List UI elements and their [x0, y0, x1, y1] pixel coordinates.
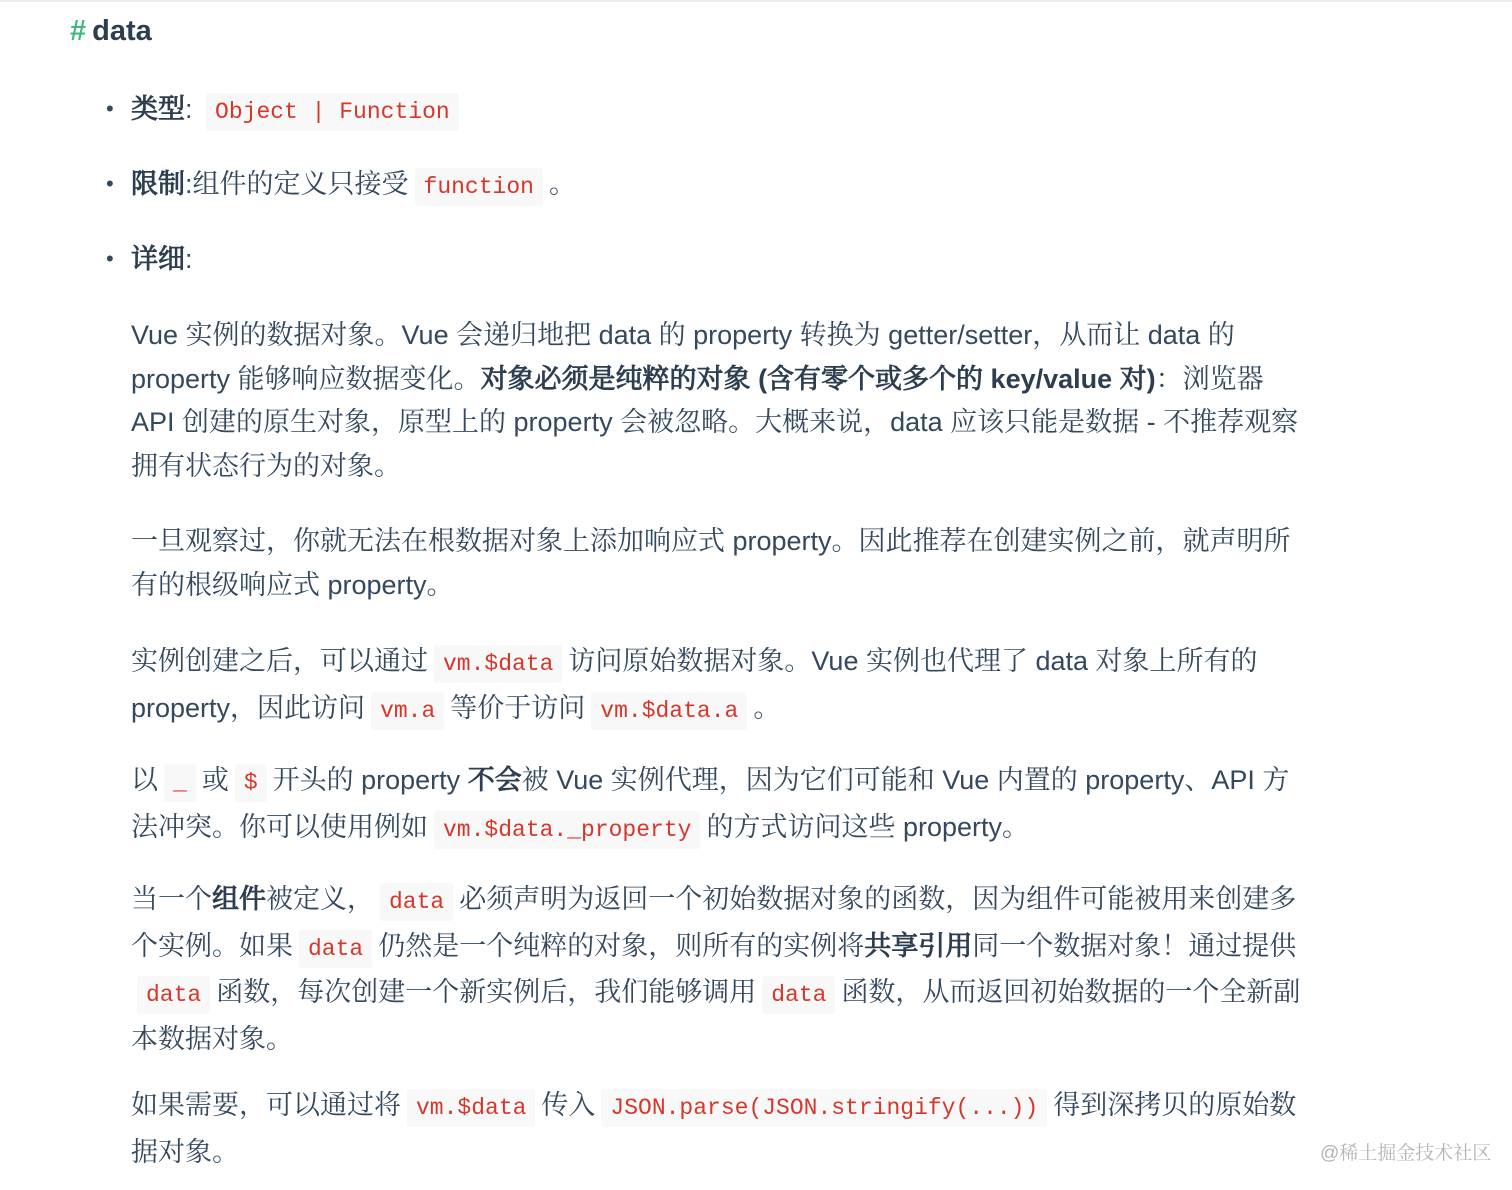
paragraph-component	[131, 878, 1301, 1061]
p5-text-1: 当一个	[131, 884, 212, 914]
p4-text-4: 被 Vue 实例代理，因为它们可能和 Vue 内置的 property、API 方法冲突。你可以使用例如	[131, 765, 1290, 842]
p1-text-1: Vue 实例的数据对象。Vue 会递归地把 data 的 property 转换为 getter/setter，从而让 data 的 property 能够响应数据变化。	[131, 320, 1235, 394]
p4-text-3: 开头的 property	[272, 765, 468, 795]
paragraph-vm-data	[131, 640, 1301, 733]
watermark: @稀土掘金技术社区	[1320, 1143, 1492, 1164]
p3-code-1: vm.$data	[434, 645, 562, 683]
p3-text-4: 。	[753, 692, 781, 723]
p5-code-3: data	[137, 976, 210, 1014]
p6-text-2: 传入	[541, 1090, 596, 1120]
p4-bold-1: 不会	[467, 765, 522, 795]
p1-text-2: ：浏览器 API 创建的原生对象，原型上的 property 会被忽略。大概来说，data 应该只能是数据 - 不推荐观察拥有状态行为的对象。	[131, 363, 1299, 481]
p5-code-2: data	[299, 930, 372, 968]
section-heading	[70, 10, 152, 52]
p5-text-4: 仍然是一个纯粹的对象，则所有的实例将	[378, 930, 865, 961]
paragraph-data-object	[131, 314, 1301, 488]
bullet-icon: •	[106, 246, 114, 271]
type-code: Object | Function	[206, 93, 459, 131]
p5-bold-2: 共享引用	[864, 930, 973, 961]
paragraph-deep-copy	[131, 1084, 1301, 1174]
bullet-icon: •	[106, 96, 114, 121]
paragraph-underscore	[131, 759, 1301, 852]
p3-text-1: 实例创建之后，可以通过	[131, 646, 428, 676]
p6-code-2: JSON.parse(JSON.stringify(...))	[601, 1089, 1047, 1127]
p5-code-4: data	[762, 976, 835, 1014]
detail-colon: :	[185, 244, 193, 274]
restriction-colon: :	[185, 169, 193, 199]
p6-text-3: 得到深拷贝的原始数据对象。	[131, 1090, 1297, 1167]
p5-text-5: 同一个数据对象！通过提供	[972, 930, 1297, 961]
restriction-text: 组件的定义只接受	[192, 169, 409, 199]
p3-code-3: vm.$data.a	[591, 692, 747, 730]
heading-title: data	[92, 15, 152, 47]
heading-anchor-link[interactable]: #	[70, 15, 87, 47]
detail-label: 详细	[131, 244, 185, 274]
list-item-type	[106, 85, 1296, 133]
p2-text-1: 一旦观察过，你就无法在根数据对象上添加响应式 property。因此推荐在创建实例之前，就声明所有的根级响应式 property。	[131, 526, 1291, 600]
bullet-icon: •	[106, 171, 114, 196]
p5-text-6: 函数，每次创建一个新实例后，我们能够调用	[216, 977, 757, 1007]
p5-text-7: 函数，从而返回初始数据的一个全新副本数据对象。	[131, 977, 1301, 1054]
p4-code-3: vm.$data._property	[434, 811, 700, 849]
restriction-end: 。	[548, 169, 576, 199]
property-list	[106, 85, 1296, 283]
top-border	[0, 0, 1512, 2]
p4-code-1: _	[164, 764, 196, 802]
p5-code-1: data	[380, 883, 453, 921]
paragraph-observe	[131, 520, 1301, 607]
p4-code-2: $	[235, 764, 267, 802]
p5-bold-1: 组件	[212, 884, 266, 914]
p4-text-2: 或	[201, 765, 229, 795]
p6-text-1: 如果需要，可以通过将	[131, 1090, 401, 1120]
type-colon: :	[185, 94, 193, 124]
list-item-detail	[106, 235, 1296, 283]
p4-text-5: 的方式访问这些 property。	[706, 811, 1030, 842]
p5-text-3: 必须声明为返回一个初始数据对象的函数，因为组件可能被用来创建多个实例。如果	[131, 884, 1297, 961]
restriction-label: 限制	[131, 169, 185, 199]
p3-text-2: 访问原始数据对象。Vue 实例也代理了 data 对象上所有的 property，因此访问	[131, 646, 1258, 723]
p3-code-2: vm.a	[371, 692, 444, 730]
list-item-restriction	[106, 160, 1296, 208]
p4-text-1: 以	[131, 765, 158, 795]
p6-code-1: vm.$data	[407, 1089, 535, 1127]
p3-text-3: 等价于访问	[450, 692, 586, 723]
restriction-code: function	[415, 168, 543, 206]
p1-bold-1: 对象必须是纯粹的对象 (含有零个或多个的 key/value 对)	[480, 363, 1156, 394]
p5-text-2: 被定义，	[266, 884, 374, 914]
type-label: 类型	[131, 94, 185, 124]
